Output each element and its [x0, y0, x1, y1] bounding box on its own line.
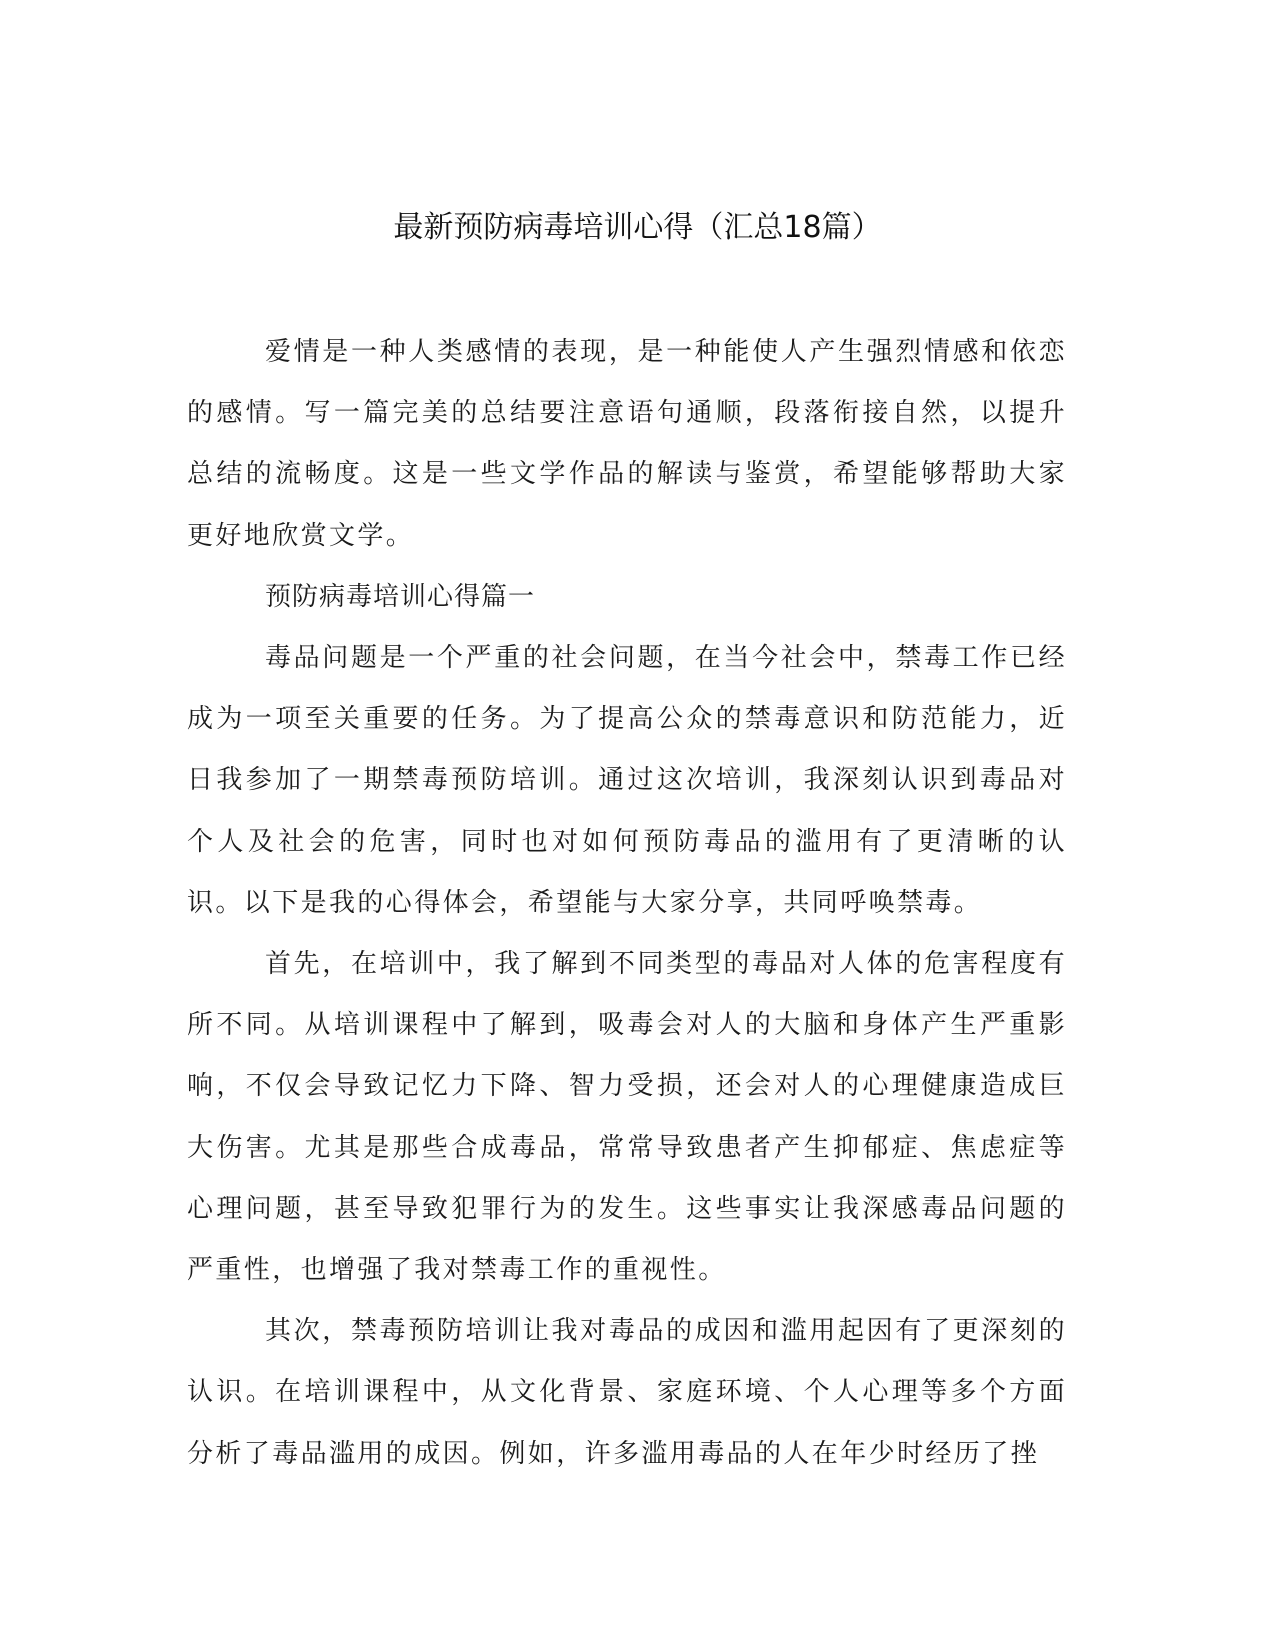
section-heading: 预防病毒培训心得篇一 [265, 581, 536, 612]
document-body [187, 322, 1067, 1485]
body-paragraph: 毒品问题是一个严重的社会问题，在当今社会中，禁毒工作已经成为一项至关重要的任务。为了提高公众的禁毒意识和防范能力，近日我参加了一期禁毒预防培训。通过这次培训，我深刻认识到毒品对个人及社会的危害，同时也对如何预防毒品的滥用有了更清晰的认识。以下是我的心得体会，希望能与大家分享，共同呼唤禁毒。 [187, 643, 1067, 918]
body-paragraph: 首先，在培训中，我了解到不同类型的毒品对人体的危害程度有所不同。从培训课程中了解到，吸毒会对人的大脑和身体产生严重影响，不仅会导致记忆力下降、智力受损，还会对人的心理健康造成巨大伤害。尤其是那些合成毒品，常常导致患者产生抑郁症、焦虑症等心理问题，甚至导致犯罪行为的发生。这些事实让我深感毒品问题的严重性，也增强了我对禁毒工作的重视性。 [187, 949, 1067, 1286]
document-title: 最新预防病毒培训心得（汇总18篇） [393, 210, 882, 245]
intro-paragraph: 爱情是一种人类感情的表现，是一种能使人产生强烈情感和依恋的感情。写一篇完美的总结要注意语句通顺，段落衔接自然，以提升总结的流畅度。这是一些文学作品的解读与鉴赏，希望能够帮助大家更好地欣赏文学。 [187, 337, 1067, 551]
body-paragraph: 其次，禁毒预防培训让我对毒品的成因和滥用起因有了更深刻的认识。在培训课程中，从文化背景、家庭环境、个人心理等多个方面分析了毒品滥用的成因。例如，许多滥用毒品的人在年少时经历了挫 [187, 1316, 1067, 1469]
